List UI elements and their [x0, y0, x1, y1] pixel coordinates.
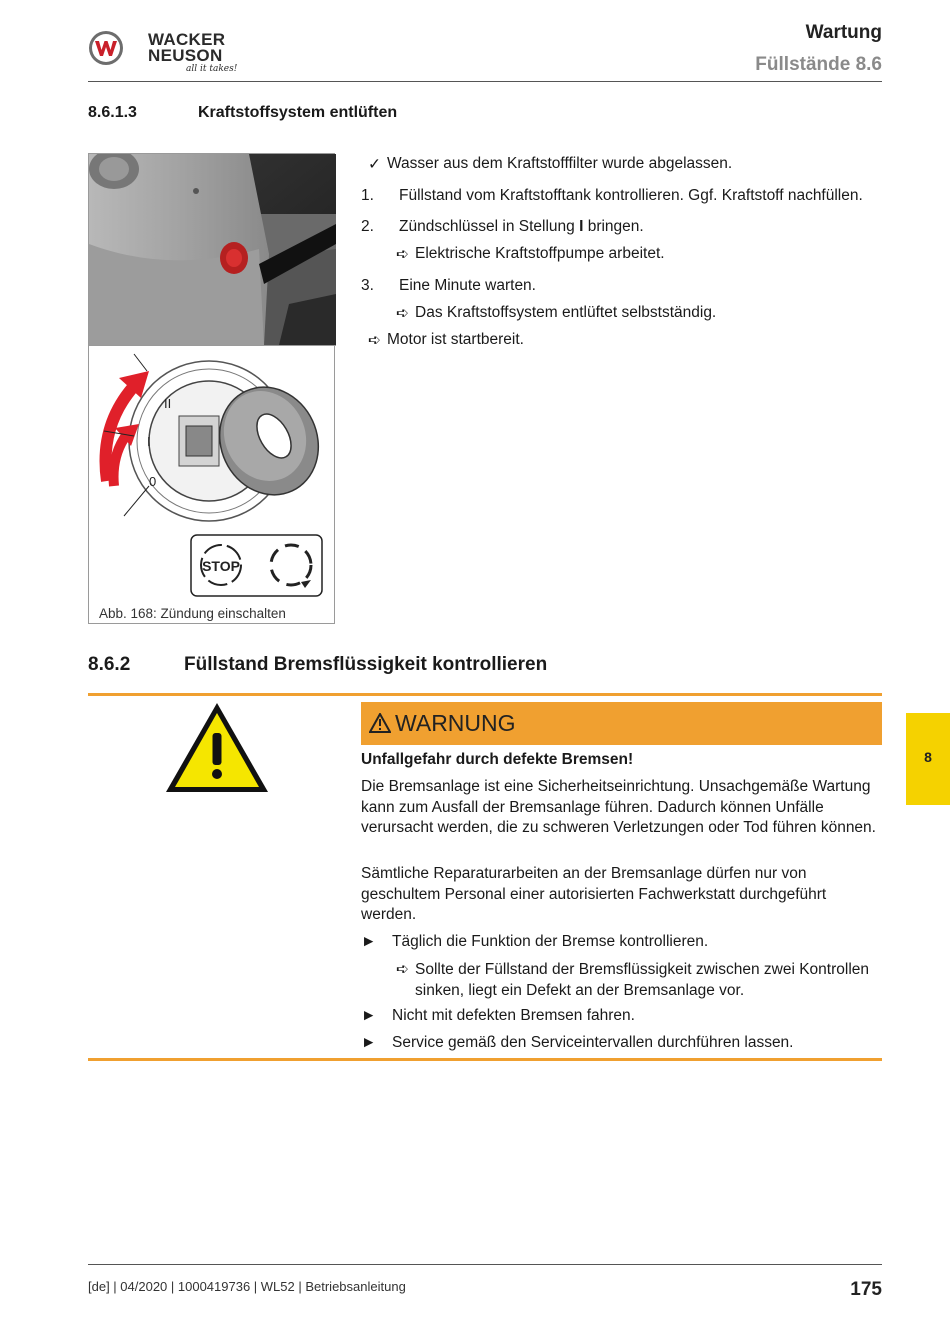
bullet-arrow-icon: ► [361, 1034, 377, 1051]
bullet-text: Nicht mit defekten Bremsen fahren. [392, 1007, 635, 1024]
chapter-tab-number: 8 [924, 749, 932, 765]
step-text: Füllstand vom Kraftstofftank kontrollieren. Ggf. Kraftstoff nachfüllen. [399, 187, 863, 204]
stop-symbol-label: STOP [202, 558, 240, 574]
step-result: Elektrische Kraftstoffpumpe arbeitet. [415, 245, 665, 262]
step-text-bold: I [579, 218, 584, 235]
page-number: 175 [850, 1279, 882, 1300]
warning-paragraph-2: Sämtliche Reparaturarbeiten an der Bremsanlage dürfen nur von geschultem Personal einer autorisierten Fachwerkstatt durchgeführt werden. [361, 865, 827, 923]
warning-label: WARNUNG [395, 710, 516, 736]
step-text-pre: Zündschlüssel in Stellung [399, 218, 580, 235]
chapter-tab [906, 713, 950, 805]
step-text [399, 218, 644, 236]
step-text-post: bringen. [583, 218, 644, 235]
section-number: 8.6.1.3 [88, 104, 137, 121]
step-text: Eine Minute warten. [399, 277, 536, 294]
brand-tagline: all it takes! [186, 64, 238, 74]
warning-banner [361, 702, 882, 745]
key-position-1: I [147, 434, 151, 449]
figure-ignition [88, 153, 335, 624]
warning-paragraph-1: Die Bremsanlage ist eine Sicherheitseinrichtung. Unsachgemäße Wartung kann zum Ausfall der Bremsanlage führen. Dadurch können Unfälle verursacht werden, die zu schweren Verletzungen oder Tod führen können. [361, 778, 876, 836]
step-number: 2. [361, 218, 374, 235]
step-result: Das Kraftstoffsystem entlüftet selbstständig. [415, 304, 717, 321]
key-position-0: 0 [149, 474, 157, 489]
section-title: Kraftstoffsystem entlüften [198, 104, 398, 121]
brand-line-1: WACKER [148, 30, 226, 49]
warning-headline: Unfallgefahr durch defekte Bremsen! [361, 751, 634, 768]
result-arrow-icon: ➪ [396, 246, 409, 263]
chapter-title: Wartung [805, 22, 882, 43]
result-arrow-icon: ➪ [368, 332, 381, 349]
bullet-text: Täglich die Funktion der Bremse kontrollieren. [392, 933, 709, 950]
warning-triangle-icon [369, 713, 391, 738]
step-number: 3. [361, 277, 374, 294]
precondition-text: Wasser aus dem Kraftstofffilter wurde abgelassen. [387, 155, 733, 172]
bullet-arrow-icon: ► [361, 933, 377, 950]
footer-text: [de] | 04/2020 | 1000419736 | WL52 | Betriebsanleitung [88, 1279, 406, 1294]
wacker-neuson-logo-icon [88, 30, 124, 66]
warning-top-rule [88, 693, 882, 696]
final-result: Motor ist startbereit. [387, 331, 524, 348]
figure-caption: Abb. 168: Zündung einschalten [99, 606, 286, 621]
result-arrow-icon: ➪ [396, 305, 409, 322]
ignition-drawing [89, 346, 336, 611]
step-number: 1. [361, 187, 374, 204]
section-number: 8.6.2 [88, 654, 131, 675]
section-subtitle: Füllstände 8.6 [755, 54, 882, 75]
bullet-arrow-icon: ► [361, 1007, 377, 1024]
precondition-check-icon: ✓ [368, 156, 381, 173]
header-divider [88, 81, 882, 82]
footer-divider [88, 1264, 882, 1265]
key-position-2: II [164, 396, 172, 411]
bullet-result: Sollte der Füllstand der Bremsflüssigkeit zwischen zwei Kontrollen sinken, liegt ein Defekt an der Bremsanlage vor. [415, 961, 870, 999]
brand-line-2: NEUSON [148, 46, 223, 65]
brand-logo-text [148, 32, 225, 64]
bullet-text: Service gemäß den Serviceintervallen durchführen lassen. [392, 1034, 794, 1051]
figure-photo [89, 154, 336, 345]
warning-sign-icon [164, 701, 270, 799]
warning-bottom-rule [88, 1058, 882, 1061]
result-arrow-icon: ➪ [396, 961, 409, 978]
section-title: Füllstand Bremsflüssigkeit kontrollieren [184, 654, 548, 675]
